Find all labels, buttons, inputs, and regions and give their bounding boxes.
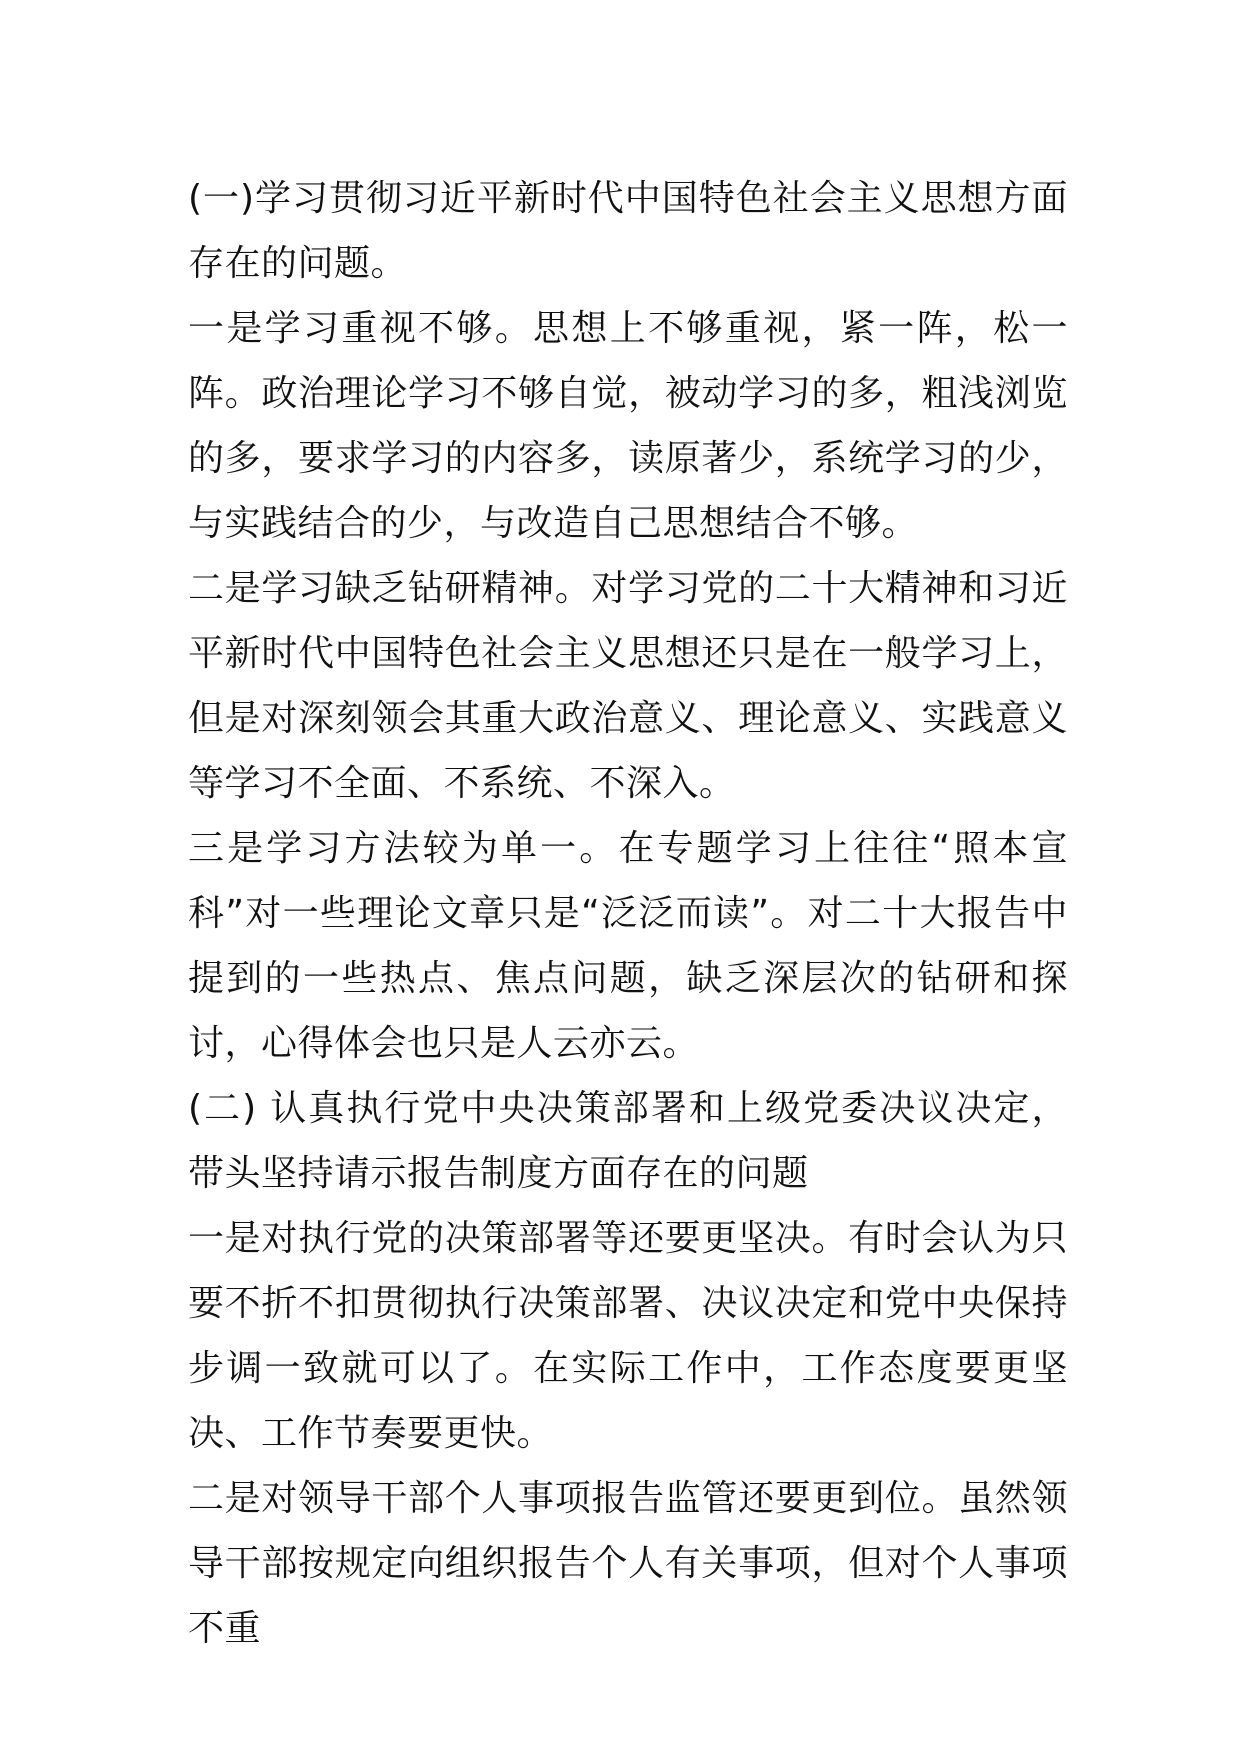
section-heading-1: (一)学习贯彻习近平新时代中国特色社会主义思想方面存在的问题。 xyxy=(188,178,1068,284)
paragraph-study-method: 三是学习方法较为单一。在专题学习上往往“照本宣科”对一些理论文章只是“泛泛而读”。对二十大报告中提到的一些热点、焦点问题，缺乏深层次的钻研和探讨，心得体会也只是人云亦云。 xyxy=(188,828,1068,1064)
paragraph-personal-matters: 二是对领导干部个人事项报告监管还要更到位。虽然领导干部按规定向组织报告个人有关事项，但对个人事项不重 xyxy=(188,1478,1068,1649)
paragraph-research-spirit: 二是学习缺乏钻研精神。对学习党的二十大精神和习近平新时代中国特色社会主义思想还只是在一般学习上，但是对深刻领会其重大政治意义、理论意义、实践意义等学习不全面、不系统、不深入。 xyxy=(188,568,1068,804)
document-body xyxy=(188,166,1068,1661)
paragraph-study-emphasis: 一是学习重视不够。思想上不够重视，紧一阵，松一阵。政治理论学习不够自觉，被动学习的多，粗浅浏览的多，要求学习的内容多，读原著少，系统学习的少，与实践结合的少，与改造自己思想结合不够。 xyxy=(188,308,1068,544)
section-heading-2: (二) 认真执行党中央决策部署和上级党委决议决定，带头坚持请示报告制度方面存在的问题 xyxy=(188,1088,1068,1194)
paragraph-execution: 一是对执行党的决策部署等还要更坚决。有时会认为只要不折不扣贯彻执行决策部署、决议决定和党中央保持步调一致就可以了。在实际工作中，工作态度要更坚决、工作节奏要更快。 xyxy=(188,1218,1068,1454)
